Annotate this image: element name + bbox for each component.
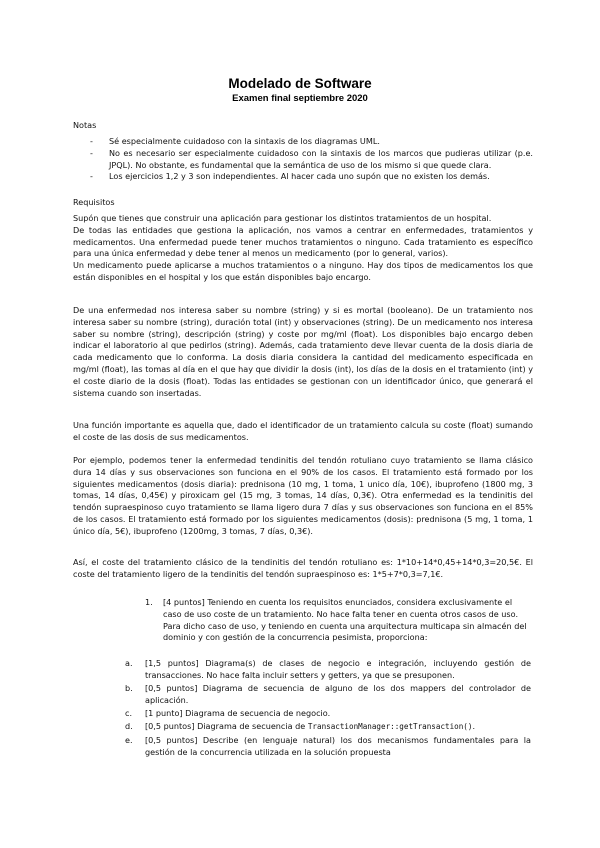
item-text: [1,5 puntos] Diagrama(s) de clases de negocio e integración, incluyendo gestión de transacciones. No hace falta incluir setters y getters, ya que se presuponen. [145, 658, 531, 680]
item-text: [0,5 puntos] Diagrama de secuencia de alguno de los dos mappers del controlador de aplicación. [145, 683, 531, 705]
item-text: [0,5 puntos] Diagrama de secuencia de [145, 721, 308, 732]
page-subtitle: Examen final septiembre 2020 [232, 93, 368, 104]
item-letter: a. [125, 658, 133, 668]
paragraph: De todas las entidades que gestiona la aplicación, nos vamos a centrar en enfermedades, tratamientos y medicamentos. Una enfermedad puede tener muchos tratamientos o ninguno. Cada tratamiento es específico para una única enfermedad y debe tener al menos un medicamento (por lo general, varios). [73, 224, 533, 259]
item-letter: d. [125, 721, 133, 732]
list-item [125, 735, 531, 759]
question-text [163, 597, 528, 644]
page-title: Modelado de Software [228, 76, 372, 91]
question-line: [4 puntos] Teniendo en cuenta los requisitos enunciados, considera exclusivamente el caso de uso coste de un tratamiento. No hace falta tener en cuenta otros casos de uso. [163, 597, 519, 619]
note-text: Los ejercicios 1,2 y 3 son independientes. Al hacer cada uno supón que no existen los demás. [109, 171, 490, 182]
list-item [73, 171, 533, 183]
paragraph: Así, el coste del tratamiento clásico de la tendinitis del tendón rotuliano es: 1*10+14*0,45+14*0,3=20,5€. El coste del tratamiento ligero de la tendinitis del tendón supraespinoso es: 1*5+7*0,3=7,1€. [73, 557, 533, 579]
question-subitems [125, 658, 531, 760]
notes-list [73, 136, 533, 183]
paragraph: Supón que tienes que construir una aplicación para gestionar los distintos tratamientos de un hospital. [73, 213, 492, 223]
list-item [73, 136, 533, 148]
item-text-end: . [472, 721, 476, 732]
requisitos-example [73, 455, 533, 538]
list-item [125, 683, 531, 707]
requisitos-body [73, 213, 533, 284]
item-text: [1 punto] Diagrama de secuencia de negocio. [145, 708, 331, 719]
list-item [125, 658, 531, 682]
note-text: No es necesario ser especialmente cuidadoso con la sintaxis de los marcos que pudieras utilizar (p.e. JPQL). No obstante, es fundamental que la semántica de uso de los mismo si que quede clara. [109, 147, 533, 170]
item-letter: e. [125, 734, 133, 745]
paragraph: Un medicamento puede aplicarse a muchos tratamientos o a ninguno. Hay dos tipos de medicamentos los que están disponibles en el hospital y los que están disponibles bajo encargo. [73, 260, 533, 282]
requisitos-entities [73, 305, 533, 399]
list-item [125, 721, 531, 733]
requisitos-function [73, 420, 533, 444]
notes-heading: Notas [73, 120, 97, 130]
bullet: - [90, 136, 93, 146]
note-text: Sé especialmente cuidadoso con la sintaxis de los diagramas UML. [109, 136, 380, 146]
paragraph: Una función importante es aquella que, dado el identificador de un tratamiento calcula su coste (float) sumando el coste de las dosis de sus medicamentos. [73, 420, 533, 442]
question-line: Para dicho caso de uso, y teniendo en cuenta una arquitectura multicapa sin almacén del dominio y con gestión de la concurrencia pesimista, proporciona: [163, 620, 527, 643]
list-item [73, 148, 533, 172]
requisitos-cost [73, 557, 533, 581]
item-letter: b. [125, 683, 133, 694]
requisitos-heading: Requisitos [73, 197, 115, 207]
paragraph: Por ejemplo, podemos tener la enfermedad tendinitis del tendón rotuliano cuyo tratamiento se llama clásico dura 14 días y sus observaciones son funciona en el 90% de los casos. El tratamiento está formado por los siguientes medicamentos (dosis diaria): prednisona (10 mg, 1 toma, 1 unico día, 10€), ibuprofeno (1800 mg, 3 tomas, 14 días, 0,45€) y piroxicam gel (15 mg, 3 tomas, 14 días, 0,3€). Otra enfermedad es la tendinitis del tendón supraespinoso cuyo tratamiento se llama ligero dura 7 días y sus observaciones son funciona en el 85% de los casos. El tratamiento está formado por los siguientes medicamentos (dosis): prednisona (5 mg, 1 toma, 1 único día, 5€), ibuprofeno (1200mg, 3 tomas, 7 días, 0,3€). [73, 455, 533, 536]
item-text: [0,5 puntos] Describe (en lenguaje natural) los dos mecanismos fundamentales para la gestión de la concurrencia utilizada en la solución propuesta [145, 734, 531, 757]
list-item [125, 708, 531, 720]
code-ref: TransactionManager::getTransaction() [307, 722, 473, 732]
bullet: - [90, 147, 93, 158]
question-number: 1. [145, 597, 153, 607]
item-letter: c. [125, 708, 133, 719]
bullet: - [90, 171, 93, 182]
paragraph: De una enfermedad nos interesa saber su nombre (string) y si es mortal (booleano). De un tratamiento nos interesa saber su nombre (string), duración total (int) y observaciones (string). De un medicamento nos interesa saber su nombre (string), descripción (string) y coste por mg/ml (float). Los disponibles bajo encargo deben indicar el laboratorio al que pedirlos (string). Además, cada tratamiento deve llevar cuenta de la dosis diaria de cada medicamento que lo conforma. La dosis diaria considera la cantidad del medicamento especificada en mg/ml (float), las tomas al día en el que hay que dividir la dosis (int), los días de la dosis en el tratamiento (int) y el coste diario de la dosis (float). Todas las entidades se gestionan con un identificador único, que generará el sistema cuando son insertadas. [73, 305, 533, 398]
